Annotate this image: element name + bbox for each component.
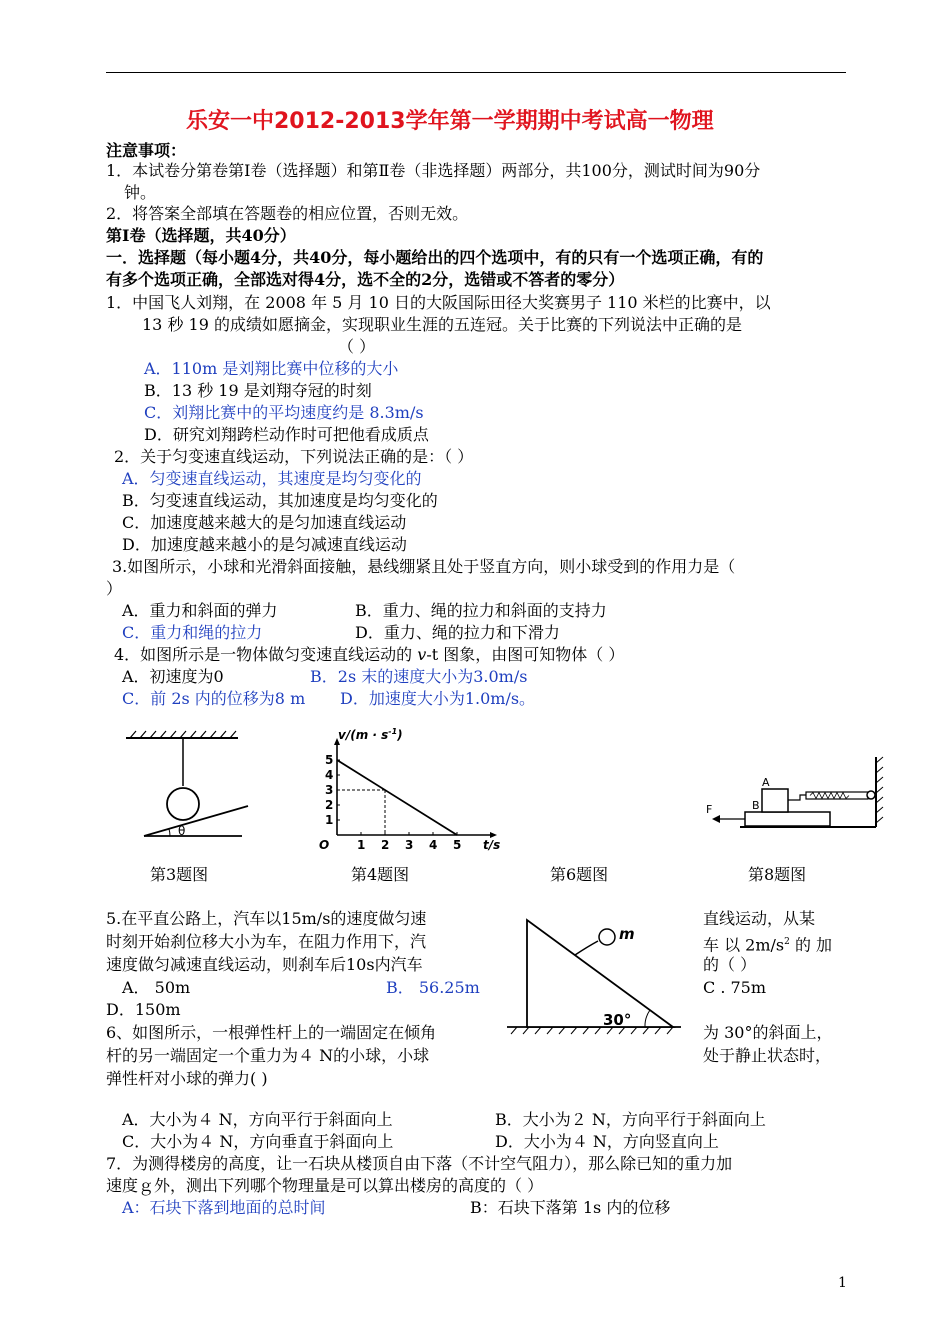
x-tick-label: 2 bbox=[381, 838, 390, 852]
fig8-block-b bbox=[745, 812, 830, 826]
q2-option-c: C．加速度越来越大的是匀加速直线运动 bbox=[122, 513, 407, 532]
fig4-axes bbox=[319, 738, 500, 852]
q5-option-b: B． 56.25m bbox=[386, 978, 480, 997]
q1-option-d: D．研究刘翔跨栏动作时可把他看成质点 bbox=[144, 425, 429, 444]
q5-right2-post: 的 加 bbox=[789, 935, 833, 955]
fig3-ceiling-hatch bbox=[130, 731, 236, 738]
notice-item-2: 2．将答案全部填在答题卷的相应位置，否则无效。 bbox=[106, 204, 469, 223]
x-axis-label: t/s bbox=[483, 838, 501, 852]
q3-option-a: A．重力和斜面的弹力 bbox=[122, 601, 278, 620]
q4-stem-post: -t 图象，由图可知物体（ ） bbox=[426, 645, 625, 664]
q7-option-a: A：石块下落到地面的总时间 bbox=[122, 1198, 326, 1217]
fig8-wall-pin bbox=[867, 791, 875, 799]
x-tick-label: 5 bbox=[453, 838, 462, 852]
q5-right2-sup: 2 bbox=[784, 937, 790, 947]
q5-stem-left-3: 速度做匀减速直线运动，则刹车后10s内汽车 bbox=[106, 955, 423, 974]
q5-stem-left-2: 时刻开始刹位移大小为车，在阻力作用下，汽 bbox=[106, 932, 427, 951]
fig8-wall-hatch bbox=[876, 757, 883, 823]
notice-item-1-cont: 钟。 bbox=[124, 183, 157, 202]
fig8-block-a bbox=[762, 789, 788, 812]
q3-stem-cont: ） bbox=[106, 579, 123, 598]
figure-8 bbox=[700, 755, 900, 840]
origin-label: O bbox=[319, 838, 330, 852]
q6-option-b: B．大小为２ N，方向平行于斜面向上 bbox=[495, 1110, 766, 1129]
q6-option-c: C．大小为４ N，方向垂直于斜面向上 bbox=[122, 1132, 394, 1151]
fig3-caption: 第3题图 bbox=[150, 865, 209, 884]
q1-option-a: A．110m 是刘翔比赛中位移的大小 bbox=[144, 359, 399, 378]
q2-option-b: B．匀变速直线运动，其加速度是均匀变化的 bbox=[122, 491, 438, 510]
q5-right2-text: 车 以 2m/s bbox=[703, 935, 785, 955]
q5-option-d: D．150m bbox=[106, 1000, 181, 1019]
part1-heading: 第Ⅰ卷（选择题，共40分） bbox=[106, 226, 296, 245]
fig6-rod bbox=[575, 941, 598, 955]
fig4-y-axis-label: $v/(m \cdot s^{-1})$ bbox=[338, 727, 403, 742]
q4-option-c: C．前 2s 内的位移为8 m bbox=[122, 689, 306, 708]
fig8-caption: 第8题图 bbox=[748, 865, 807, 884]
fig3-angle-arc bbox=[169, 829, 170, 836]
q4-option-a: A．初速度为0 bbox=[122, 667, 224, 686]
fig6-caption: 第6题图 bbox=[550, 865, 609, 884]
q6-stem-right-2: 处于静止状态时， bbox=[703, 1046, 832, 1065]
fig4-caption: 第4题图 bbox=[351, 865, 410, 884]
series-line bbox=[337, 760, 457, 835]
q5-stem-right-1: 直线运动，从某 bbox=[703, 909, 816, 928]
fig3-theta: θ bbox=[178, 824, 186, 838]
q3-option-b: B．重力、绳的拉力和斜面的支持力 bbox=[355, 601, 607, 620]
x-tick-label: 4 bbox=[429, 838, 438, 852]
figure-3 bbox=[120, 728, 250, 843]
fig4-marks bbox=[337, 760, 457, 835]
q5-option-a: A． 50m bbox=[122, 978, 191, 997]
section-heading-cont: 有多个选项正确，全部选对得4分，选不全的2分，选错或不答者的零分） bbox=[106, 270, 625, 289]
q1-option-c: C．刘翔比赛中的平均速度约是 8.3m/s bbox=[144, 403, 424, 422]
fig3-ball bbox=[167, 788, 199, 820]
q4-option-b: B．2s 末的速度大小为3.0m/s bbox=[310, 667, 528, 686]
notice-heading: 注意事项： bbox=[106, 141, 187, 160]
x-tick-label: 3 bbox=[405, 838, 414, 852]
q1-option-b: B．13 秒 19 是刘翔夺冠的时刻 bbox=[144, 381, 372, 400]
q1-stem: 1．中国飞人刘翔，在 2008 年 5 月 10 日的大阪国际田径大奖赛男子 110 米栏的比赛中，以 bbox=[106, 293, 771, 312]
page-title: 乐安一中2012-2013学年第一学期期中考试高一物理 bbox=[186, 109, 714, 134]
q5-option-c: C . 75m bbox=[703, 978, 767, 997]
y-tick-label: 4 bbox=[325, 768, 334, 782]
q6-stem-left-1: 6、如图所示，一根弹性杆上的一端固定在倾角 bbox=[106, 1023, 437, 1042]
q7-option-b: B：石块下落第 1s 内的位移 bbox=[470, 1198, 671, 1217]
x-tick-label: 1 bbox=[357, 838, 366, 852]
q3-option-c: C．重力和绳的拉力 bbox=[122, 623, 263, 642]
q6-stem-left-2: 杆的另一端固定一个重力为４ N的小球，小球 bbox=[106, 1046, 430, 1065]
q5-stem-left-1: 5.在平直公路上，汽车以15m/s的速度做匀速 bbox=[106, 909, 427, 928]
y-tick-label: 5 bbox=[325, 753, 334, 767]
q2-option-d: D．加速度越来越小的是匀减速直线运动 bbox=[122, 535, 407, 554]
y-tick-label: 1 bbox=[325, 813, 334, 827]
section-heading: 一．选择题（每小题4分，共40分，每小题给出的四个选项中，有的只有一个选项正确，有的 bbox=[106, 248, 764, 267]
q3-option-d: D．重力、绳的拉力和下滑力 bbox=[355, 623, 560, 642]
q4-stem-v: v bbox=[417, 645, 427, 664]
q2-stem: 2．关于匀变速直线运动，下列说法正确的是：（ ） bbox=[114, 447, 474, 466]
q5-stem-right-2 bbox=[703, 931, 832, 956]
top-rule bbox=[106, 72, 846, 73]
q1-stem-cont: 13 秒 19 的成绩如愿摘金，实现职业生涯的五连冠。关于比赛的下列说法中正确的是 bbox=[142, 315, 742, 334]
fig8-force-arrowhead bbox=[712, 815, 720, 823]
notice-item-1: 1．本试卷分第卷第Ⅰ卷（选择题）和第Ⅱ卷（非选择题）两部分，共100分，测试时间为90分 bbox=[106, 161, 761, 180]
q6-option-d: D．大小为４ N，方向竖直向上 bbox=[495, 1132, 719, 1151]
fig6-angle-label: 30° bbox=[603, 1011, 632, 1029]
q2-option-a: A．匀变速直线运动，其速度是均匀变化的 bbox=[122, 469, 422, 488]
y-tick-label: 3 bbox=[325, 783, 334, 797]
q4-stem bbox=[114, 644, 624, 666]
q1-blank: （ ） bbox=[338, 337, 376, 356]
q7-stem: 7．为测得楼房的高度，让一石块从楼顶自由下落（不计空气阻力），那么除已知的重力加 bbox=[106, 1154, 733, 1173]
fig8-label-b: B bbox=[752, 799, 760, 812]
fig8-label-f: F bbox=[706, 803, 713, 816]
y-tick-label: 2 bbox=[325, 798, 334, 812]
q7-stem-cont: 速度ｇ外，测出下列哪个物理量是可以算出楼房的高度的（ ） bbox=[106, 1176, 544, 1195]
fig6-ground-hatch bbox=[511, 1027, 673, 1034]
q6-stem-left-3: 弹性杆对小球的弹力( ) bbox=[106, 1069, 268, 1088]
fig8-label-a: A bbox=[762, 776, 770, 789]
figure-4-vt-chart bbox=[305, 725, 510, 855]
page-number: 1 bbox=[838, 1275, 847, 1291]
q4-stem-pre: 4．如图所示是一物体做匀变速直线运动的 bbox=[114, 645, 418, 664]
figure-6 bbox=[505, 915, 685, 1037]
q6-option-a: A．大小为４ N，方向平行于斜面向上 bbox=[122, 1110, 393, 1129]
q4-option-d: D．加速度大小为1.0m/s。 bbox=[340, 689, 536, 708]
fig6-ball bbox=[599, 929, 615, 945]
fig6-mass-label: m bbox=[619, 925, 635, 943]
q5-stem-right-3: 的（ ） bbox=[703, 955, 757, 974]
fig8-hook bbox=[788, 795, 806, 800]
q6-stem-right-1: 为 30°的斜面上， bbox=[703, 1023, 833, 1042]
q3-stem: 3.如图所示，小球和光滑斜面接触，悬线绷紧且处于竖直方向，则小球受到的作用力是（ bbox=[112, 557, 736, 576]
